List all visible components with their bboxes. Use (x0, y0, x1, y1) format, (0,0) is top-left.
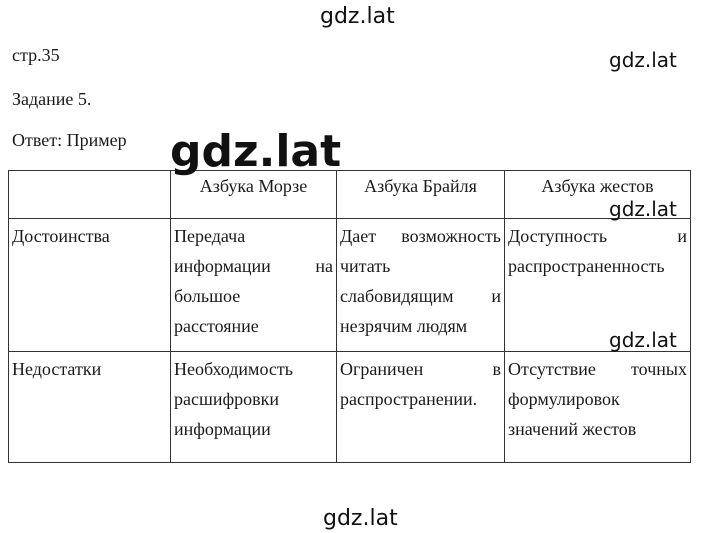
answer-intro: Ответ: Пример (12, 130, 127, 150)
cell-braille-disadvantages (337, 352, 505, 463)
cell-text-line: читать (340, 256, 391, 276)
cell-text-line: информации (174, 419, 271, 439)
cell-text-line: Отсутствие точных (508, 359, 687, 379)
row-label-disadvantages: Недостатки (9, 352, 171, 463)
watermark-bottom: gdz.lat (323, 506, 398, 531)
cell-text-line: расшифровки (174, 389, 280, 409)
cell-gestures-disadvantages (505, 352, 691, 463)
table-row-disadvantages (9, 352, 691, 463)
table-header-braille: Азбука Брайля (337, 171, 505, 219)
cell-text-line: Доступность и (508, 226, 687, 246)
cell-text-line: большое (174, 286, 241, 306)
table-header-row (9, 171, 691, 219)
cell-text-line: распространении. (340, 389, 478, 409)
table-header-morse: Азбука Морзе (171, 171, 337, 219)
cell-text-line: расстояние (174, 316, 259, 336)
cell-morse-advantages (171, 219, 337, 352)
table-header-gestures: Азбука жестов (505, 171, 691, 219)
cell-text-line: незрячим людям (340, 316, 468, 336)
task-number: Задание 5. (12, 89, 92, 109)
cell-morse-disadvantages (171, 352, 337, 463)
watermark-top: gdz.lat (320, 4, 395, 29)
watermark-right-top: gdz.lat (609, 48, 677, 72)
cell-text-line: Передача (174, 226, 246, 246)
cell-text-line: значений жестов (508, 419, 637, 439)
watermark-right-lower: gdz.lat (609, 328, 677, 352)
cell-text-line: слабовидящим и (340, 286, 501, 306)
cell-text-line: Дает возможность (340, 226, 501, 246)
table-header-empty (9, 171, 171, 219)
cell-text-line: Ограничен в (340, 359, 501, 379)
cell-text-line: информации на (174, 256, 333, 276)
cell-braille-advantages (337, 219, 505, 352)
table-row-advantages (9, 219, 691, 352)
page-reference: стр.35 (12, 45, 60, 65)
comparison-table (8, 170, 691, 463)
cell-text-line: распространенность (508, 256, 665, 276)
cell-text-line: Необходимость (174, 359, 293, 379)
watermark-right-mid: gdz.lat (609, 197, 677, 221)
watermark-large: gdz.lat (170, 126, 342, 177)
row-label-advantages: Достоинства (9, 219, 171, 352)
cell-text-line: формулировок (508, 389, 620, 409)
